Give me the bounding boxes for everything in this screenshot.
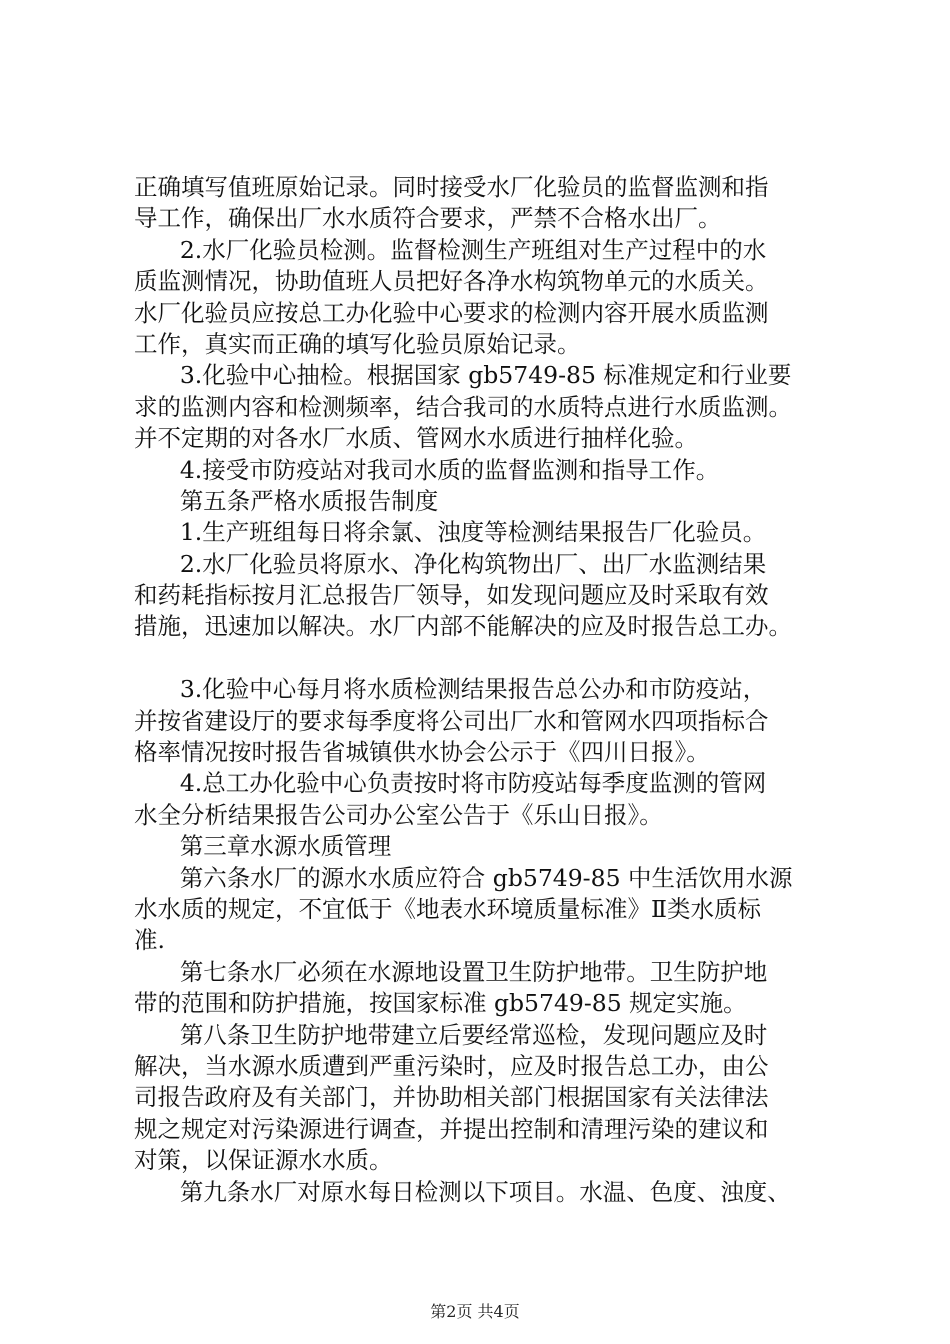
text-line: 带的范围和防护措施，按国家标准 gb5749-85 规定实施。: [134, 989, 747, 1018]
text-line: 第三章水源水质管理: [179, 832, 392, 861]
text-line: 水全分析结果报告公司办公室公告于《乐山日报》。: [134, 800, 663, 829]
text-line: 2.水厂化验员检测。监督检测生产班组对生产过程中的水: [179, 235, 767, 264]
text-line: 并按省建设厅的要求每季度将公司出厂水和管网水四项指标合: [134, 706, 769, 735]
text-line: 导工作，确保出厂水水质符合要求，严禁不合格水出厂。: [134, 204, 722, 233]
document-body: [134, 172, 844, 1208]
text-line: 3.化验中心每月将水质检测结果报告总公办和市防疫站，: [179, 675, 767, 704]
text-line: 司报告政府及有关部门，并协助相关部门根据国家有关法律法: [134, 1083, 769, 1112]
text-line: 水水质的规定，不宜低于《地表水环境质量标准》Ⅱ类水质标: [134, 894, 761, 923]
text-line: 正确填写值班原始记录。同时接受水厂化验员的监督监测和指: [134, 173, 769, 201]
text-line: 工作，真实而正确的填写化验员原始记录。: [134, 329, 581, 358]
text-line: 准.: [134, 926, 165, 955]
paragraph-gap: [134, 643, 844, 674]
text-line: 第五条严格水质报告制度: [179, 486, 439, 515]
text-line: 4.总工办化验中心负责按时将市防疫站每季度监测的管网: [179, 769, 767, 798]
text-line: 4.接受市防疫站对我司水质的监督监测和指导工作。: [179, 455, 720, 484]
text-line: 格率情况按时报告省城镇供水协会公示于《四川日报》。: [134, 738, 710, 767]
text-line: 和药耗指标按月汇总报告厂领导，如发现问题应及时采取有效: [134, 581, 769, 610]
text-line: 第七条水厂必须在水源地设置卫生防护地带。卫生防护地: [179, 957, 768, 986]
text-line: 解决，当水源水质遭到严重污染时，应及时报告总工办，由公: [134, 1051, 769, 1080]
text-line: 第六条水厂的源水水质应符合 gb5749-85 中生活饮用水源: [179, 863, 793, 892]
text-line: 对策，以保证源水水质。: [134, 1146, 393, 1175]
text-line: 规之规定对污染源进行调查，并提出控制和清理污染的建议和: [134, 1114, 769, 1143]
text-line: 措施，迅速加以解决。水厂内部不能解决的应及时报告总工办。: [134, 612, 792, 641]
text-line: 2.水厂化验员将原水、净化构筑物出厂、出厂水监测结果: [179, 549, 767, 578]
text-line: 第九条水厂对原水每日检测以下项目。水温、色度、浊度、: [179, 1177, 791, 1206]
text-line: 水厂化验员应按总工办化验中心要求的检测内容开展水质监测: [134, 298, 769, 327]
text-line: 3.化验中心抽检。根据国家 gb5749-85 标准规定和行业要: [179, 361, 792, 390]
text-line: 质监测情况，协助值班人员把好各净水构筑物单元的水质关。: [134, 267, 769, 296]
text-line: 求的监测内容和检测频率，结合我司的水质特点进行水质监测。: [134, 392, 792, 421]
page-footer: 第2页 共4页: [430, 1302, 520, 1321]
text-line: 并不定期的对各水厂水质、管网水水质进行抽样化验。: [134, 424, 698, 453]
text-line: 1.生产班组每日将余氯、浊度等检测结果报告厂化验员。: [179, 518, 767, 547]
text-line: 第八条卫生防护地带建立后要经常巡检，发现问题应及时: [179, 1020, 768, 1049]
